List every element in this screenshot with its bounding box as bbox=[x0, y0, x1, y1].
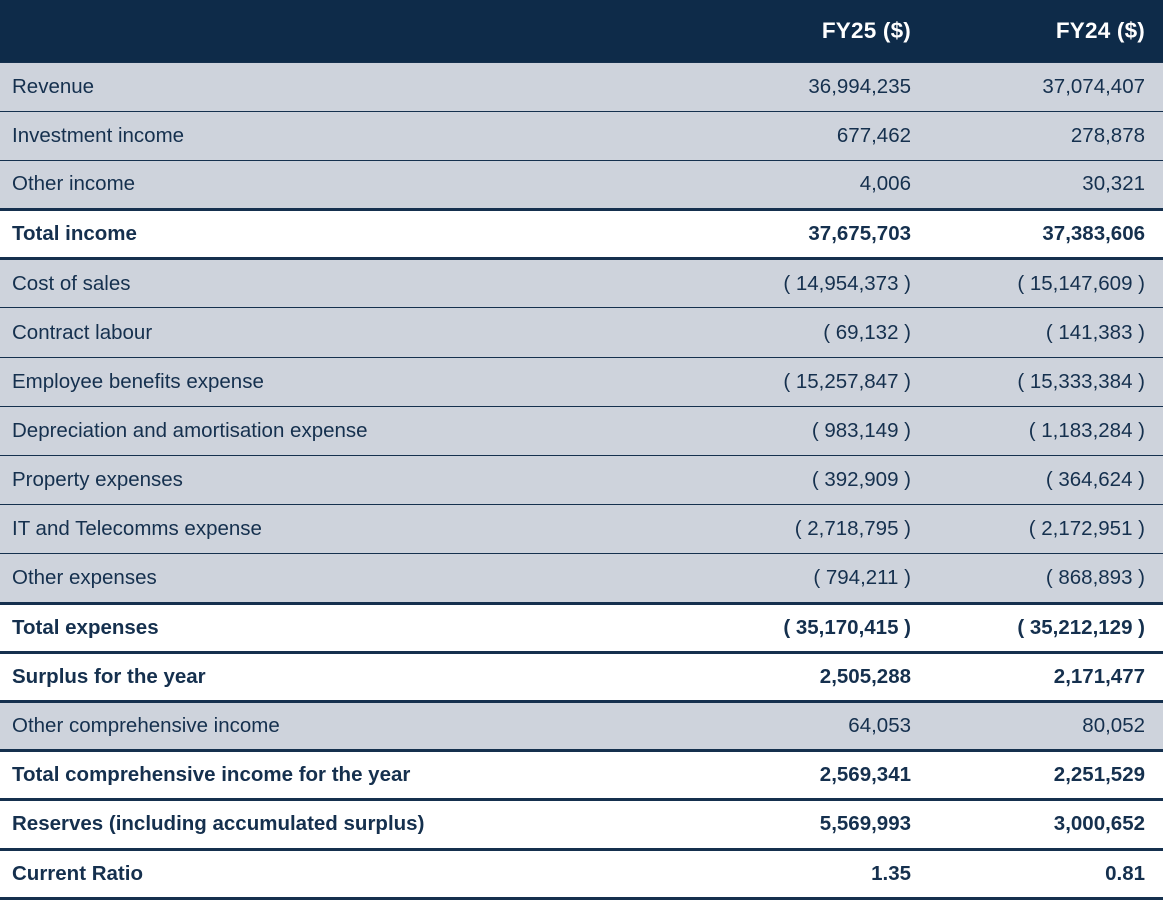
table-row bbox=[0, 259, 1163, 308]
row-label: Other comprehensive income bbox=[12, 714, 280, 738]
table-row bbox=[0, 111, 1163, 160]
table-row bbox=[0, 210, 1163, 259]
row-value-fy25: 2,505,288 bbox=[819, 664, 911, 688]
row-value-fy25: 36,994,235 bbox=[808, 74, 911, 98]
row-label: Cost of sales bbox=[12, 271, 131, 295]
row-value-fy24: ( 2,172,951 ) bbox=[1028, 517, 1145, 541]
row-value-fy25: ( 14,954,373 ) bbox=[783, 271, 911, 295]
row-label: Revenue bbox=[12, 74, 95, 98]
row-label: Reserves (including accumulated surplus) bbox=[12, 812, 425, 836]
table-row bbox=[0, 751, 1163, 800]
row-value-fy25: 4,006 bbox=[859, 172, 911, 196]
table-row bbox=[0, 800, 1163, 849]
row-value-fy25: ( 983,149 ) bbox=[811, 418, 911, 442]
row-value-fy24: 3,000,652 bbox=[1053, 812, 1145, 836]
table-header bbox=[0, 0, 1163, 62]
table-row bbox=[0, 849, 1163, 898]
row-value-fy25: 5,569,993 bbox=[819, 812, 911, 836]
table-row bbox=[0, 62, 1163, 111]
row-label: Depreciation and amortisation expense bbox=[12, 418, 368, 442]
row-value-fy25: 37,675,703 bbox=[808, 222, 911, 246]
table-header-row bbox=[0, 0, 1163, 62]
row-label: Surplus for the year bbox=[12, 664, 206, 688]
column-header-fy25: FY25 ($) bbox=[821, 17, 911, 43]
table-row bbox=[0, 505, 1163, 554]
row-value-fy25: 64,053 bbox=[848, 714, 911, 738]
row-value-fy24: ( 868,893 ) bbox=[1045, 565, 1145, 589]
row-value-fy25: ( 392,909 ) bbox=[811, 468, 911, 492]
row-label: Total comprehensive income for the year bbox=[12, 763, 411, 787]
row-label: Contract labour bbox=[12, 320, 153, 344]
row-value-fy24: 278,878 bbox=[1070, 123, 1145, 147]
row-label: Employee benefits expense bbox=[12, 369, 264, 393]
row-value-fy25: 677,462 bbox=[836, 123, 911, 147]
row-label: Total expenses bbox=[12, 615, 159, 639]
row-value-fy24: 2,171,477 bbox=[1053, 664, 1145, 688]
row-label: Current Ratio bbox=[12, 861, 143, 885]
row-value-fy25: 2,569,341 bbox=[819, 763, 911, 787]
row-value-fy24: ( 364,624 ) bbox=[1045, 468, 1145, 492]
row-value-fy25: ( 2,718,795 ) bbox=[794, 517, 911, 541]
row-label: Other income bbox=[12, 172, 136, 196]
row-value-fy24: ( 15,333,384 ) bbox=[1017, 369, 1145, 393]
row-value-fy24: ( 1,183,284 ) bbox=[1028, 418, 1145, 442]
column-header-label bbox=[0, 0, 684, 62]
row-value-fy24: 37,383,606 bbox=[1042, 222, 1145, 246]
row-label: Investment income bbox=[12, 123, 185, 147]
row-label: Property expenses bbox=[12, 468, 183, 492]
row-label: IT and Telecomms expense bbox=[12, 517, 262, 541]
table-body bbox=[0, 62, 1163, 898]
row-value-fy24: ( 35,212,129 ) bbox=[1017, 615, 1145, 639]
row-value-fy24: ( 15,147,609 ) bbox=[1017, 271, 1145, 295]
row-value-fy25: ( 794,211 ) bbox=[813, 565, 911, 589]
table-row bbox=[0, 701, 1163, 750]
row-value-fy24: 80,052 bbox=[1082, 714, 1145, 738]
table-row bbox=[0, 406, 1163, 455]
row-value-fy24: 37,074,407 bbox=[1042, 74, 1145, 98]
table-row bbox=[0, 160, 1163, 209]
table-row bbox=[0, 603, 1163, 652]
table-row bbox=[0, 308, 1163, 357]
row-value-fy24: 2,251,529 bbox=[1053, 763, 1145, 787]
row-value-fy25: ( 69,132 ) bbox=[823, 320, 911, 344]
table-row bbox=[0, 652, 1163, 701]
row-value-fy24: ( 141,383 ) bbox=[1045, 320, 1145, 344]
row-value-fy25: ( 15,257,847 ) bbox=[783, 369, 911, 393]
table-row bbox=[0, 554, 1163, 603]
row-value-fy25: ( 35,170,415 ) bbox=[783, 615, 911, 639]
row-value-fy24: 30,321 bbox=[1082, 172, 1145, 196]
row-value-fy24: 0.81 bbox=[1105, 861, 1145, 885]
row-label: Total income bbox=[12, 222, 137, 246]
column-header-fy24: FY24 ($) bbox=[1055, 17, 1145, 43]
table-row bbox=[0, 456, 1163, 505]
row-value-fy25: 1.35 bbox=[871, 861, 911, 885]
table-row bbox=[0, 357, 1163, 406]
row-label: Other expenses bbox=[12, 565, 157, 589]
